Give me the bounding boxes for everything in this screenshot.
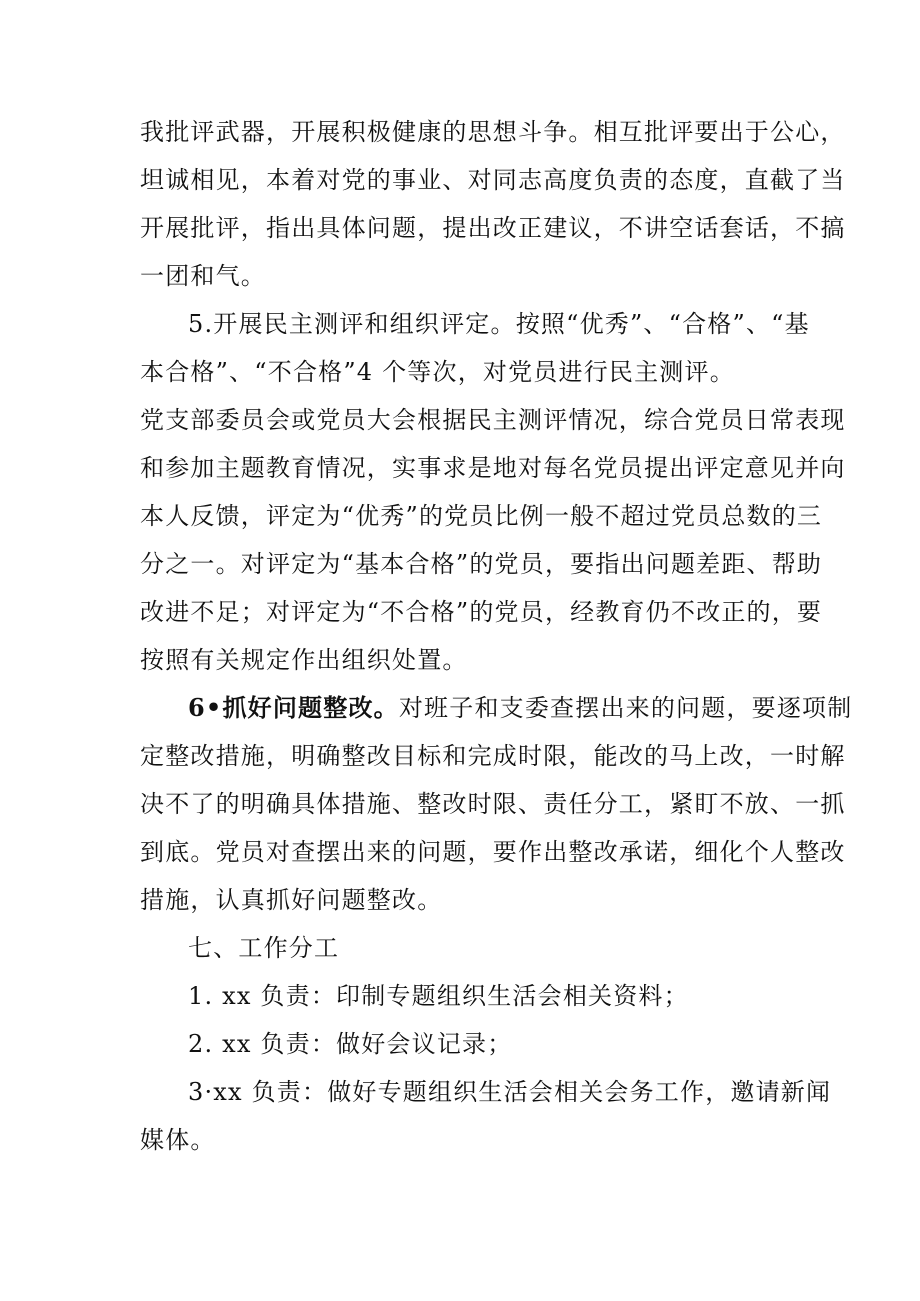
- section-5-heading-line: 5.开展民主测评和组织评定。按照“优秀”、“合格”、“基: [188, 310, 810, 338]
- paragraph-line: 定整改措施，明确整改目标和完成时限，能改的马上改，一时解: [140, 742, 846, 770]
- section-6-line: [188, 692, 852, 724]
- paragraph-line: 改进不足；对评定为“不合格”的党员，经教育仍不改正的，要: [140, 598, 823, 626]
- paragraph-line: 分之一。对评定为“基本合格”的党员，要指出问题差距、帮助: [140, 550, 823, 578]
- paragraph-line: 和参加主题教育情况，实事求是地对每名党员提出评定意见并向: [140, 454, 846, 482]
- section-6-heading: 6•抓好问题整改。: [188, 693, 399, 722]
- paragraph-line: 到底。党员对查摆出来的问题，要作出整改承诺，细化个人整改: [140, 838, 846, 866]
- paragraph-line: 本合格”、“不合格”4 个等次，对党员进行民主测评。: [140, 358, 735, 386]
- list-item-continuation: 媒体。: [140, 1126, 216, 1154]
- paragraph-line: 按照有关规定作出组织处置。: [140, 646, 468, 674]
- section-title-work-division: 七、工作分工: [188, 934, 340, 962]
- paragraph-line: 我批评武器，开展积极健康的思想斗争。相互批评要出于公心，: [140, 118, 846, 146]
- paragraph-line: 决不了的明确具体措施、整改时限、责任分工，紧盯不放、一抓: [140, 790, 846, 818]
- paragraph-line: 坦诚相见，本着对党的事业、对同志高度负责的态度，直截了当: [140, 166, 846, 194]
- paragraph-line: 开展批评，指出具体问题，提出改正建议，不讲空话套话，不搞: [140, 214, 846, 242]
- list-item: 3·xx 负责：做好专题组织生活会相关会务工作，邀请新闻: [188, 1078, 832, 1106]
- paragraph-line: 本人反馈，评定为“优秀”的党员比例一般不超过党员总数的三: [140, 502, 823, 530]
- list-item: 2. xx 负责：做好会议记录；: [188, 1030, 513, 1058]
- paragraph-line: 一团和气。: [140, 262, 266, 290]
- section-6-text: 对班子和支委查摆出来的问题，要逐项制: [398, 694, 853, 722]
- paragraph-line: 党支部委员会或党员大会根据民主测评情况，综合党员日常表现: [140, 406, 846, 434]
- paragraph-line: 措施，认真抓好问题整改。: [140, 886, 443, 914]
- list-item: 1. xx 负责：印制专题组织生活会相关资料；: [188, 982, 689, 1010]
